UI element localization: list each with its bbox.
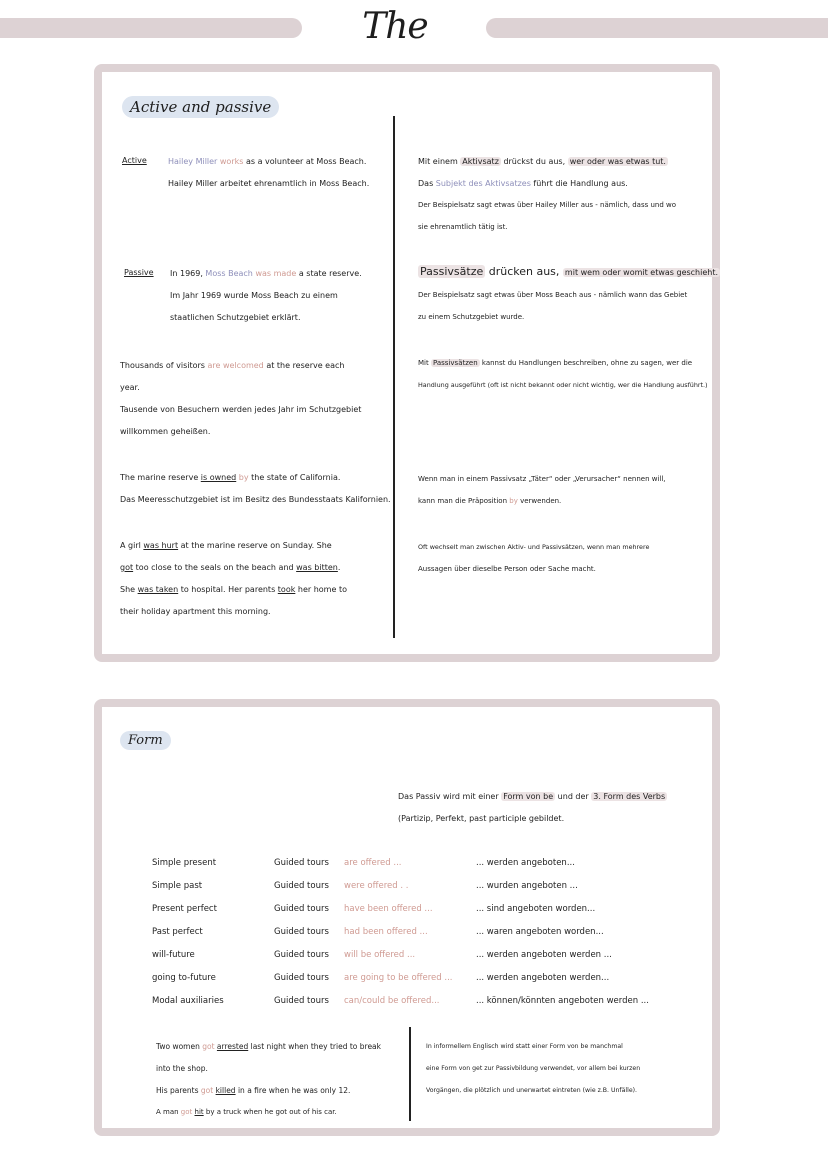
section-heading-form: Form (120, 731, 171, 750)
get-note-3: Vorgängen, die plötzlich und unerwartet eintreten (wie z.B. Unfälle). (426, 1087, 638, 1094)
tense-name: Simple past (152, 881, 203, 891)
label-active: Active (122, 156, 147, 165)
passive-form: can/could be offered... (344, 996, 440, 1006)
german-form: ... sind angeboten worden... (476, 904, 596, 914)
form-intro-1: Das Passiv wird mit einer Form von be und der 3. Form des Verbs (398, 792, 666, 801)
table-row (102, 996, 728, 1018)
thousands-de-2: willkommen geheißen. (120, 427, 211, 436)
tense-name: will-future (152, 950, 195, 960)
passive-example-en: In 1969, Moss Beach was made a state reserve. (170, 269, 362, 278)
german-form: ... wurden angeboten ... (476, 881, 578, 891)
label-passive: Passive (124, 268, 154, 277)
right-note-13: Aussagen über dieselbe Person oder Sache macht. (418, 565, 596, 573)
passive-form: have been offered ... (344, 904, 433, 914)
subject: Guided tours (274, 858, 329, 868)
tense-name: Simple present (152, 858, 217, 868)
thousands-en-1: Thousands of visitors are welcomed at the reserve each (120, 361, 345, 370)
right-note-7: zu einem Schutzgebiet wurde. (418, 313, 525, 321)
active-example-de: Hailey Miller arbeitet ehrenamtlich in Moss Beach. (168, 179, 370, 188)
tense-name: Past perfect (152, 927, 203, 937)
get-note-2: eine Form von get zur Passivbildung verwendet, vor allem bei kurzen (426, 1065, 641, 1072)
passive-form: are offered ... (344, 858, 402, 868)
right-note-11: kann man die Präposition by verwenden. (418, 497, 562, 505)
right-note-2: Das Subjekt des Aktivsatzes führt die Handlung aus. (418, 179, 628, 188)
subject: Guided tours (274, 904, 329, 914)
title-banner-left (0, 18, 302, 38)
column-divider (393, 116, 395, 638)
passive-form: were offered . . (344, 881, 409, 891)
right-note-5: Passivsätze drücken aus, mit wem oder womit etwas geschieht. (420, 265, 719, 278)
right-note-10: Wenn man in einem Passivsatz „Täter“ oder „Verursacher“ nennen will, (418, 475, 666, 483)
title-banner-right (486, 18, 828, 38)
german-form: ... werden angeboten werden ... (476, 950, 612, 960)
table-row (102, 973, 728, 995)
table-row (102, 950, 728, 972)
get-example-1: Two women got arrested last night when they tried to break (156, 1042, 381, 1051)
right-note-8: Mit Passivsätzen kannst du Handlungen beschreiben, ohne zu sagen, wer die (418, 359, 693, 367)
right-note-12: Oft wechselt man zwischen Aktiv- und Passivsätzen, wenn man mehrere (418, 543, 650, 551)
page-title: The (362, 6, 428, 47)
subject: Guided tours (274, 973, 329, 983)
subject: Guided tours (274, 950, 329, 960)
girl-line-3: She was taken to hospital. Her parents took her home to (120, 585, 347, 594)
passive-form: will be offered ... (344, 950, 416, 960)
german-form: ... werden angeboten werden... (476, 973, 610, 983)
get-note-1: In informellem Englisch wird statt einer Form von be manchmal (426, 1043, 623, 1050)
german-form: ... werden angeboten... (476, 858, 575, 868)
tense-name: going to-future (152, 973, 216, 983)
passive-form: are going to be offered ... (344, 973, 453, 983)
active-passive-card (94, 64, 720, 662)
form-intro-2: (Partizip, Perfekt, past participle gebildet. (398, 814, 565, 823)
right-note-9: Handlung ausgeführt (oft ist nicht bekannt oder nicht wichtig, wer die Handlung ausführt.) (418, 381, 708, 389)
passive-form: had been offered ... (344, 927, 428, 937)
girl-line-1: A girl was hurt at the marine reserve on Sunday. She (120, 541, 332, 550)
table-row (102, 858, 728, 880)
right-note-6: Der Beispielsatz sagt etwas über Moss Beach aus - nämlich wann das Gebiet (418, 291, 688, 299)
passive-example-de-2: staatlichen Schutzgebiet erklärt. (170, 313, 301, 322)
girl-line-4: their holiday apartment this morning. (120, 607, 271, 616)
table-row (102, 881, 728, 903)
right-note-4: sie ehrenamtlich tätig ist. (418, 223, 508, 231)
thousands-en-2: year. (120, 383, 140, 392)
right-note-3: Der Beispielsatz sagt etwas über Hailey Miller aus - nämlich, dass und wo (418, 201, 677, 209)
subject: Guided tours (274, 996, 329, 1006)
thousands-de-1: Tausende von Besuchern werden jedes Jahr im Schutzgebiet (120, 405, 362, 414)
tense-name: Present perfect (152, 904, 217, 914)
section-heading-active-passive: Active and passive (122, 96, 279, 118)
form-card (94, 699, 720, 1136)
subject: Guided tours (274, 927, 329, 937)
subject: Guided tours (274, 881, 329, 891)
marine-de: Das Meeresschutzgebiet ist im Besitz des Bundesstaats Kalifornien. (120, 495, 391, 504)
examples-divider (409, 1027, 411, 1121)
tense-name: Modal auxiliaries (152, 996, 224, 1006)
get-example-3: His parents got killed in a fire when he was only 12. (156, 1086, 351, 1095)
get-example-4: A man got hit by a truck when he got out of his car. (156, 1108, 337, 1116)
passive-example-de-1: Im Jahr 1969 wurde Moss Beach zu einem (170, 291, 338, 300)
marine-en: The marine reserve is owned by the state of California. (120, 473, 341, 482)
right-note-1: Mit einem Aktivsatz drückst du aus, wer oder was etwas tut. (418, 157, 666, 166)
table-row (102, 904, 728, 926)
german-form: ... können/könnten angeboten werden ... (476, 996, 649, 1006)
table-row (102, 927, 728, 949)
girl-line-2: got too close to the seals on the beach and was bitten. (120, 563, 341, 572)
get-example-2: into the shop. (156, 1064, 208, 1073)
german-form: ... waren angeboten worden... (476, 927, 604, 937)
active-example-en: Hailey Miller works as a volunteer at Moss Beach. (168, 157, 367, 166)
